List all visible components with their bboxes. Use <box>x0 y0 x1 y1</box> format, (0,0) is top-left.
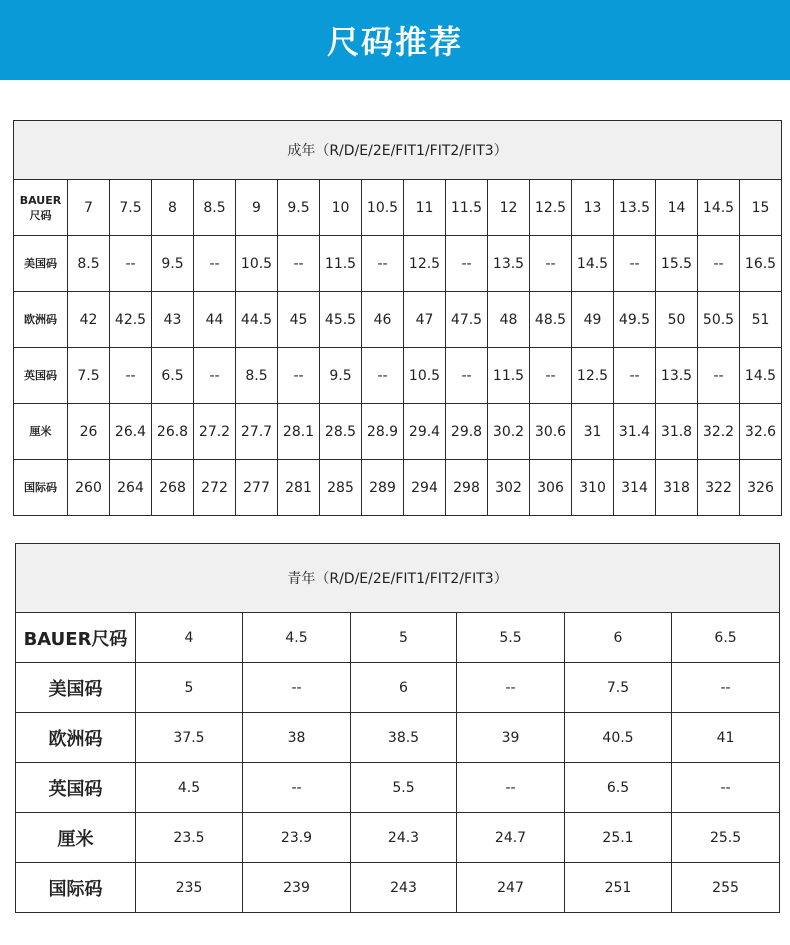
size-cell: -- <box>243 763 351 813</box>
size-cell: 326 <box>740 460 782 516</box>
size-cell: 47.5 <box>446 292 488 348</box>
size-cell: 25.5 <box>672 813 780 863</box>
size-cell: -- <box>110 236 152 292</box>
size-cell: 318 <box>656 460 698 516</box>
size-cell: 27.7 <box>236 404 278 460</box>
size-cell: 42.5 <box>110 292 152 348</box>
size-cell: 6.5 <box>672 613 780 663</box>
size-cell: 235 <box>136 863 243 913</box>
size-cell: 49 <box>572 292 614 348</box>
size-cell: 11.5 <box>446 180 488 236</box>
table-row <box>14 180 782 236</box>
row-label: 欧洲码 <box>14 292 68 348</box>
size-cell: -- <box>530 236 572 292</box>
size-cell: 50 <box>656 292 698 348</box>
size-cell: 45 <box>278 292 320 348</box>
size-cell: 23.5 <box>136 813 243 863</box>
size-cell: 5.5 <box>457 613 565 663</box>
size-cell: 6.5 <box>565 763 672 813</box>
size-cell: 239 <box>243 863 351 913</box>
size-cell: 277 <box>236 460 278 516</box>
size-cell: 13.5 <box>488 236 530 292</box>
size-cell: 42 <box>68 292 110 348</box>
size-cell: 48 <box>488 292 530 348</box>
row-label: 欧洲码 <box>16 713 136 763</box>
size-cell: 28.1 <box>278 404 320 460</box>
size-cell: 15.5 <box>656 236 698 292</box>
size-cell: 14.5 <box>740 348 782 404</box>
size-cell: 272 <box>194 460 236 516</box>
size-cell: 11.5 <box>488 348 530 404</box>
size-cell: 13.5 <box>614 180 656 236</box>
size-cell: 31.8 <box>656 404 698 460</box>
table-row <box>14 404 782 460</box>
size-cell: 6 <box>351 663 457 713</box>
size-cell: -- <box>278 236 320 292</box>
size-cell: 40.5 <box>565 713 672 763</box>
header-banner <box>0 0 790 80</box>
size-cell: 27.2 <box>194 404 236 460</box>
table-row <box>16 763 780 813</box>
size-cell: 7.5 <box>110 180 152 236</box>
row-label: 美国码 <box>14 236 68 292</box>
size-cell: 39 <box>457 713 565 763</box>
size-cell: 5 <box>136 663 243 713</box>
size-cell: 15 <box>740 180 782 236</box>
size-cell: 46 <box>362 292 404 348</box>
adult-size-table <box>13 120 782 516</box>
size-cell: 51 <box>740 292 782 348</box>
row-label: 厘米 <box>14 404 68 460</box>
youth-title-row <box>16 544 780 613</box>
size-cell: -- <box>194 236 236 292</box>
size-cell: 13 <box>572 180 614 236</box>
size-cell: 294 <box>404 460 446 516</box>
size-cell: 38.5 <box>351 713 457 763</box>
size-cell: -- <box>362 348 404 404</box>
size-cell: 38 <box>243 713 351 763</box>
size-cell: 4.5 <box>136 763 243 813</box>
size-cell: 23.9 <box>243 813 351 863</box>
adult-table-title: 成年（R/D/E/2E/FIT1/FIT2/FIT3） <box>14 121 782 180</box>
size-cell: 25.1 <box>565 813 672 863</box>
size-cell: -- <box>457 763 565 813</box>
size-cell: 264 <box>110 460 152 516</box>
table-row <box>14 292 782 348</box>
size-cell: 255 <box>672 863 780 913</box>
adult-title-row <box>14 121 782 180</box>
size-cell: 5 <box>351 613 457 663</box>
size-cell: 30.6 <box>530 404 572 460</box>
size-cell: -- <box>457 663 565 713</box>
size-cell: 10.5 <box>362 180 404 236</box>
size-cell: 31 <box>572 404 614 460</box>
size-cell: 9.5 <box>278 180 320 236</box>
size-cell: 26.4 <box>110 404 152 460</box>
row-label: 国际码 <box>16 863 136 913</box>
size-cell: -- <box>672 663 780 713</box>
youth-table-title: 青年（R/D/E/2E/FIT1/FIT2/FIT3） <box>16 544 780 613</box>
size-cell: -- <box>278 348 320 404</box>
size-cell: -- <box>194 348 236 404</box>
size-cell: 11 <box>404 180 446 236</box>
row-label: 英国码 <box>14 348 68 404</box>
table-row <box>16 713 780 763</box>
size-cell: 310 <box>572 460 614 516</box>
size-cell: -- <box>614 236 656 292</box>
row-label: 厘米 <box>16 813 136 863</box>
size-cell: 8.5 <box>68 236 110 292</box>
size-cell: 26.8 <box>152 404 194 460</box>
size-cell: 10 <box>320 180 362 236</box>
size-cell: 285 <box>320 460 362 516</box>
size-cell: -- <box>110 348 152 404</box>
youth-size-table <box>15 543 780 913</box>
size-cell: 43 <box>152 292 194 348</box>
size-cell: 9.5 <box>152 236 194 292</box>
size-cell: 16.5 <box>740 236 782 292</box>
size-cell: 4 <box>136 613 243 663</box>
size-cell: 314 <box>614 460 656 516</box>
table-row <box>14 348 782 404</box>
size-cell: -- <box>362 236 404 292</box>
size-cell: 9 <box>236 180 278 236</box>
size-cell: -- <box>446 236 488 292</box>
size-cell: 45.5 <box>320 292 362 348</box>
size-cell: 247 <box>457 863 565 913</box>
row-label: 国际码 <box>14 460 68 516</box>
size-cell: 8 <box>152 180 194 236</box>
size-cell: 302 <box>488 460 530 516</box>
size-cell: 260 <box>68 460 110 516</box>
size-cell: 24.7 <box>457 813 565 863</box>
size-cell: 298 <box>446 460 488 516</box>
size-cell: -- <box>243 663 351 713</box>
size-cell: 41 <box>672 713 780 763</box>
size-cell: 31.4 <box>614 404 656 460</box>
size-cell: 14.5 <box>698 180 740 236</box>
size-cell: 44.5 <box>236 292 278 348</box>
size-cell: -- <box>446 348 488 404</box>
size-cell: 10.5 <box>404 348 446 404</box>
size-cell: 268 <box>152 460 194 516</box>
size-cell: 281 <box>278 460 320 516</box>
row-label: 英国码 <box>16 763 136 813</box>
size-cell: 50.5 <box>698 292 740 348</box>
table-row <box>16 663 780 713</box>
row-label: BAUER尺码 <box>16 613 136 663</box>
table-row <box>16 813 780 863</box>
table-row <box>16 863 780 913</box>
size-cell: 5.5 <box>351 763 457 813</box>
size-cell: 28.9 <box>362 404 404 460</box>
size-cell: 37.5 <box>136 713 243 763</box>
table-row <box>14 460 782 516</box>
size-cell: 12.5 <box>404 236 446 292</box>
size-cell: -- <box>698 348 740 404</box>
size-cell: 306 <box>530 460 572 516</box>
row-label: BAUER 尺码 <box>14 180 68 236</box>
size-cell: 10.5 <box>236 236 278 292</box>
size-cell: 7 <box>68 180 110 236</box>
size-cell: 6.5 <box>152 348 194 404</box>
size-cell: 30.2 <box>488 404 530 460</box>
size-cell: 32.2 <box>698 404 740 460</box>
size-cell: 243 <box>351 863 457 913</box>
row-label: 美国码 <box>16 663 136 713</box>
size-cell: 7.5 <box>565 663 672 713</box>
table-row <box>16 613 780 663</box>
size-cell: -- <box>614 348 656 404</box>
size-cell: 11.5 <box>320 236 362 292</box>
size-cell: 29.4 <box>404 404 446 460</box>
size-cell: 8.5 <box>194 180 236 236</box>
size-cell: 14 <box>656 180 698 236</box>
size-cell: 12.5 <box>572 348 614 404</box>
size-cell: 12.5 <box>530 180 572 236</box>
size-cell: 24.3 <box>351 813 457 863</box>
size-cell: 8.5 <box>236 348 278 404</box>
size-cell: 28.5 <box>320 404 362 460</box>
size-cell: 251 <box>565 863 672 913</box>
size-cell: 12 <box>488 180 530 236</box>
size-cell: 322 <box>698 460 740 516</box>
page-title: 尺码推荐 <box>326 23 463 61</box>
size-cell: 289 <box>362 460 404 516</box>
size-cell: -- <box>698 236 740 292</box>
size-cell: -- <box>672 763 780 813</box>
size-cell: -- <box>530 348 572 404</box>
size-cell: 4.5 <box>243 613 351 663</box>
size-cell: 32.6 <box>740 404 782 460</box>
size-cell: 49.5 <box>614 292 656 348</box>
size-cell: 48.5 <box>530 292 572 348</box>
size-cell: 9.5 <box>320 348 362 404</box>
size-cell: 47 <box>404 292 446 348</box>
size-cell: 44 <box>194 292 236 348</box>
size-cell: 26 <box>68 404 110 460</box>
size-cell: 6 <box>565 613 672 663</box>
size-cell: 13.5 <box>656 348 698 404</box>
table-row <box>14 236 782 292</box>
size-cell: 14.5 <box>572 236 614 292</box>
size-cell: 7.5 <box>68 348 110 404</box>
size-cell: 29.8 <box>446 404 488 460</box>
